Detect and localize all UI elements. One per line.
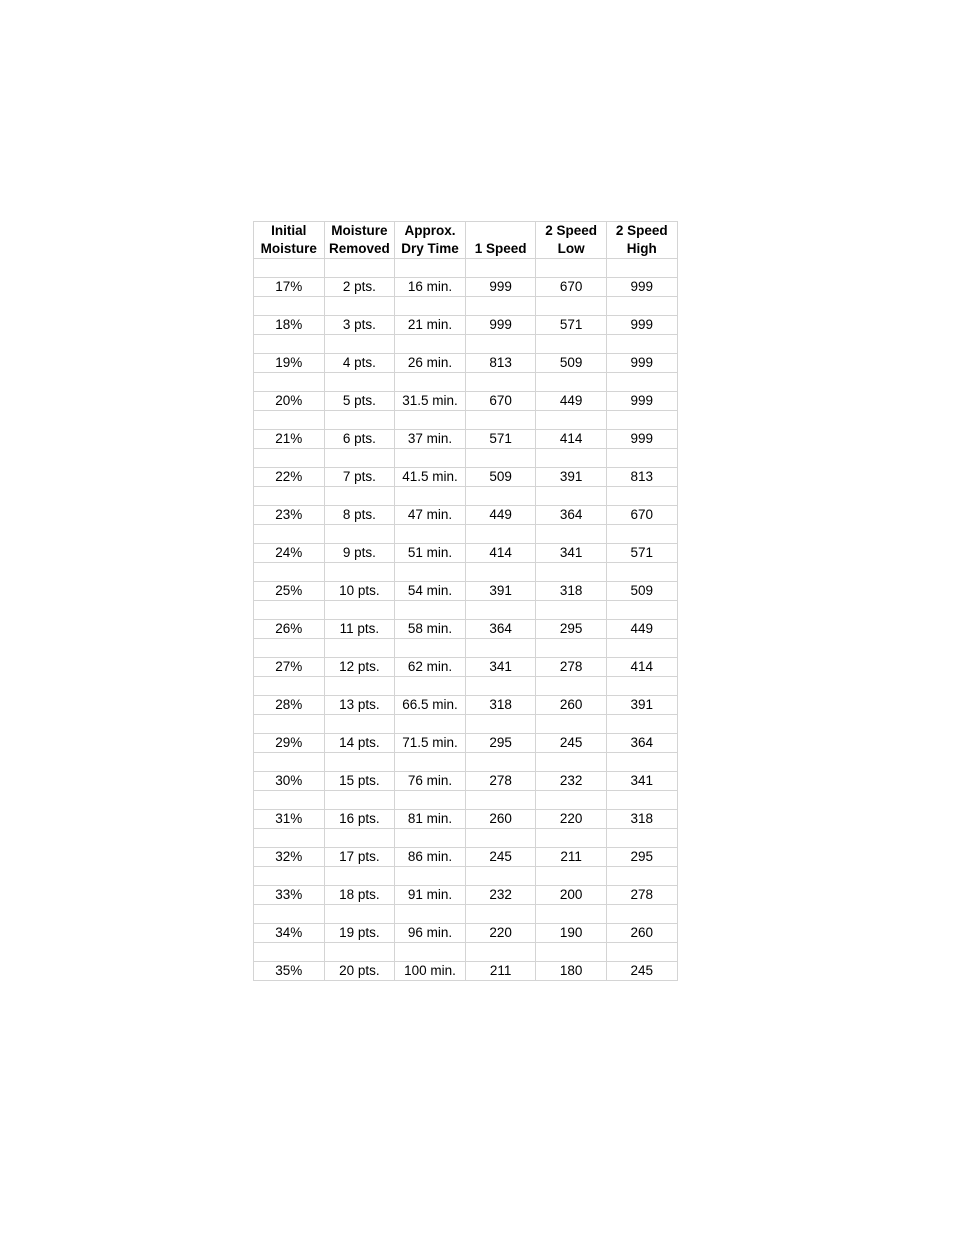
drying-time-table (253, 221, 678, 981)
header-cell: 1 Speed (465, 240, 536, 259)
table-cell: 278 (606, 886, 677, 905)
empty-cell (465, 335, 536, 354)
empty-cell (606, 829, 677, 848)
empty-cell (324, 525, 395, 544)
table-row (254, 354, 678, 373)
table-cell: 16 min. (395, 278, 466, 297)
empty-cell (465, 601, 536, 620)
table-cell: 20% (254, 392, 325, 411)
empty-cell (254, 829, 325, 848)
empty-cell (324, 297, 395, 316)
table-row (254, 886, 678, 905)
empty-cell (324, 829, 395, 848)
empty-cell (465, 943, 536, 962)
empty-cell (324, 677, 395, 696)
table-row (254, 392, 678, 411)
empty-cell (395, 715, 466, 734)
table-cell: 17 pts. (324, 848, 395, 867)
empty-cell (606, 373, 677, 392)
table-cell: 28% (254, 696, 325, 715)
table-cell: 96 min. (395, 924, 466, 943)
empty-cell (606, 867, 677, 886)
table-cell: 34% (254, 924, 325, 943)
empty-cell (606, 677, 677, 696)
table-cell: 54 min. (395, 582, 466, 601)
table-row (254, 620, 678, 639)
table-cell: 449 (465, 506, 536, 525)
empty-cell (254, 677, 325, 696)
empty-cell (395, 487, 466, 506)
spacer-row (254, 905, 678, 924)
empty-cell (606, 905, 677, 924)
spacer-row (254, 411, 678, 430)
header-row-2 (254, 240, 678, 259)
empty-cell (254, 335, 325, 354)
table-cell: 14 pts. (324, 734, 395, 753)
empty-cell (324, 335, 395, 354)
table-row (254, 696, 678, 715)
empty-cell (536, 449, 607, 468)
table-row (254, 848, 678, 867)
empty-cell (254, 525, 325, 544)
table-cell: 295 (536, 620, 607, 639)
empty-cell (536, 297, 607, 316)
table-cell: 35% (254, 962, 325, 981)
empty-cell (536, 829, 607, 848)
table-cell: 29% (254, 734, 325, 753)
table-row (254, 544, 678, 563)
empty-cell (536, 753, 607, 772)
empty-cell (606, 563, 677, 582)
empty-cell (606, 525, 677, 544)
empty-cell (395, 829, 466, 848)
table-row (254, 924, 678, 943)
empty-cell (606, 411, 677, 430)
spacer-row (254, 525, 678, 544)
empty-cell (324, 639, 395, 658)
table-cell: 211 (536, 848, 607, 867)
empty-cell (465, 905, 536, 924)
drying-table-container (253, 221, 677, 981)
table-cell: 26 min. (395, 354, 466, 373)
table-cell: 10 pts. (324, 582, 395, 601)
table-cell: 232 (536, 772, 607, 791)
empty-cell (465, 867, 536, 886)
table-cell: 30% (254, 772, 325, 791)
table-cell: 19 pts. (324, 924, 395, 943)
empty-cell (465, 563, 536, 582)
table-cell: 364 (536, 506, 607, 525)
empty-cell (254, 601, 325, 620)
table-cell: 260 (465, 810, 536, 829)
empty-cell (324, 867, 395, 886)
empty-cell (536, 677, 607, 696)
table-cell: 18% (254, 316, 325, 335)
empty-cell (536, 487, 607, 506)
table-cell: 200 (536, 886, 607, 905)
empty-cell (395, 449, 466, 468)
table-cell: 51 min. (395, 544, 466, 563)
table-cell: 27% (254, 658, 325, 677)
table-cell: 318 (536, 582, 607, 601)
empty-cell (395, 259, 466, 278)
empty-cell (254, 297, 325, 316)
header-cell: Initial (254, 222, 325, 241)
table-row (254, 316, 678, 335)
table-cell: 999 (606, 430, 677, 449)
table-cell: 414 (606, 658, 677, 677)
table-cell: 670 (536, 278, 607, 297)
table-cell: 278 (536, 658, 607, 677)
table-cell: 260 (606, 924, 677, 943)
empty-cell (254, 449, 325, 468)
empty-cell (536, 867, 607, 886)
table-cell: 245 (465, 848, 536, 867)
empty-cell (254, 487, 325, 506)
empty-cell (465, 525, 536, 544)
spacer-row (254, 791, 678, 810)
empty-cell (465, 449, 536, 468)
empty-cell (324, 753, 395, 772)
table-cell: 449 (606, 620, 677, 639)
table-cell: 571 (536, 316, 607, 335)
table-cell: 180 (536, 962, 607, 981)
table-cell: 81 min. (395, 810, 466, 829)
empty-cell (254, 411, 325, 430)
table-cell: 670 (606, 506, 677, 525)
empty-cell (324, 449, 395, 468)
table-cell: 20 pts. (324, 962, 395, 981)
table-cell: 364 (465, 620, 536, 639)
table-row (254, 658, 678, 677)
table-cell: 8 pts. (324, 506, 395, 525)
table-cell: 18 pts. (324, 886, 395, 905)
table-cell: 341 (465, 658, 536, 677)
empty-cell (465, 259, 536, 278)
table-cell: 33% (254, 886, 325, 905)
table-cell: 999 (465, 278, 536, 297)
empty-cell (395, 943, 466, 962)
table-cell: 295 (606, 848, 677, 867)
table-cell: 509 (465, 468, 536, 487)
empty-cell (324, 601, 395, 620)
empty-cell (254, 943, 325, 962)
spacer-row (254, 373, 678, 392)
table-cell: 5 pts. (324, 392, 395, 411)
table-cell: 2 pts. (324, 278, 395, 297)
empty-cell (536, 259, 607, 278)
empty-cell (254, 259, 325, 278)
spacer-row (254, 753, 678, 772)
table-cell: 6 pts. (324, 430, 395, 449)
table-cell: 414 (465, 544, 536, 563)
empty-cell (536, 639, 607, 658)
table-cell: 16 pts. (324, 810, 395, 829)
table-cell: 91 min. (395, 886, 466, 905)
empty-cell (606, 943, 677, 962)
table-cell: 220 (465, 924, 536, 943)
empty-cell (254, 715, 325, 734)
empty-cell (465, 829, 536, 848)
table-cell: 47 min. (395, 506, 466, 525)
empty-cell (465, 411, 536, 430)
table-cell: 76 min. (395, 772, 466, 791)
empty-cell (536, 791, 607, 810)
spacer-row (254, 563, 678, 582)
empty-cell (254, 563, 325, 582)
header-cell: Moisture (324, 222, 395, 241)
table-cell: 999 (606, 278, 677, 297)
empty-cell (324, 411, 395, 430)
table-cell: 341 (606, 772, 677, 791)
table-cell: 232 (465, 886, 536, 905)
empty-cell (254, 373, 325, 392)
empty-cell (395, 411, 466, 430)
empty-cell (395, 601, 466, 620)
table-cell: 509 (536, 354, 607, 373)
empty-cell (465, 487, 536, 506)
empty-cell (395, 677, 466, 696)
table-cell: 4 pts. (324, 354, 395, 373)
table-cell: 22% (254, 468, 325, 487)
header-cell: Removed (324, 240, 395, 259)
empty-cell (465, 297, 536, 316)
header-cell: Moisture (254, 240, 325, 259)
header-row-1 (254, 222, 678, 241)
table-cell: 295 (465, 734, 536, 753)
empty-cell (395, 335, 466, 354)
empty-cell (324, 259, 395, 278)
table-cell: 31% (254, 810, 325, 829)
table-cell: 62 min. (395, 658, 466, 677)
table-cell: 813 (606, 468, 677, 487)
table-cell: 245 (536, 734, 607, 753)
table-row (254, 468, 678, 487)
spacer-row (254, 449, 678, 468)
table-row (254, 734, 678, 753)
empty-cell (324, 791, 395, 810)
empty-cell (536, 943, 607, 962)
empty-cell (606, 601, 677, 620)
table-cell: 3 pts. (324, 316, 395, 335)
table-cell: 37 min. (395, 430, 466, 449)
header-cell: Approx. (395, 222, 466, 241)
empty-cell (606, 639, 677, 658)
table-cell: 31.5 min. (395, 392, 466, 411)
empty-cell (465, 373, 536, 392)
spacer-row (254, 639, 678, 658)
table-cell: 260 (536, 696, 607, 715)
table-cell: 21 min. (395, 316, 466, 335)
header-cell: 2 Speed (606, 222, 677, 241)
empty-cell (606, 259, 677, 278)
table-cell: 15 pts. (324, 772, 395, 791)
empty-cell (324, 715, 395, 734)
table-cell: 19% (254, 354, 325, 373)
header-cell: 2 Speed (536, 222, 607, 241)
table-cell: 7 pts. (324, 468, 395, 487)
table-cell: 999 (606, 316, 677, 335)
table-cell: 21% (254, 430, 325, 449)
header-cell: Low (536, 240, 607, 259)
empty-cell (395, 905, 466, 924)
spacer-row (254, 943, 678, 962)
table-cell: 13 pts. (324, 696, 395, 715)
table-row (254, 582, 678, 601)
empty-cell (536, 373, 607, 392)
empty-cell (536, 715, 607, 734)
table-cell: 571 (606, 544, 677, 563)
empty-cell (465, 677, 536, 696)
table-cell: 23% (254, 506, 325, 525)
empty-cell (465, 791, 536, 810)
spacer-row (254, 677, 678, 696)
table-cell: 66.5 min. (395, 696, 466, 715)
table-cell: 24% (254, 544, 325, 563)
table-row (254, 772, 678, 791)
table-cell: 25% (254, 582, 325, 601)
empty-cell (324, 487, 395, 506)
table-cell: 364 (606, 734, 677, 753)
table-cell: 670 (465, 392, 536, 411)
empty-cell (254, 905, 325, 924)
table-cell: 211 (465, 962, 536, 981)
table-cell: 32% (254, 848, 325, 867)
table-cell: 571 (465, 430, 536, 449)
empty-cell (324, 905, 395, 924)
table-cell: 813 (465, 354, 536, 373)
table-cell: 220 (536, 810, 607, 829)
empty-cell (606, 487, 677, 506)
empty-cell (606, 791, 677, 810)
table-cell: 509 (606, 582, 677, 601)
header-cell: High (606, 240, 677, 259)
empty-cell (536, 411, 607, 430)
empty-cell (606, 335, 677, 354)
spacer-row (254, 297, 678, 316)
table-cell: 318 (606, 810, 677, 829)
table-cell: 318 (465, 696, 536, 715)
table-cell: 12 pts. (324, 658, 395, 677)
table-cell: 999 (606, 354, 677, 373)
spacer-row (254, 829, 678, 848)
empty-cell (395, 297, 466, 316)
spacer-row (254, 601, 678, 620)
empty-cell (254, 791, 325, 810)
table-cell: 391 (536, 468, 607, 487)
empty-cell (606, 753, 677, 772)
empty-cell (395, 791, 466, 810)
spacer-row (254, 335, 678, 354)
empty-cell (395, 867, 466, 886)
table-cell: 17% (254, 278, 325, 297)
empty-cell (395, 563, 466, 582)
table-row (254, 810, 678, 829)
empty-cell (395, 525, 466, 544)
empty-cell (536, 335, 607, 354)
table-row (254, 962, 678, 981)
empty-cell (395, 373, 466, 392)
spacer-row (254, 867, 678, 886)
table-cell: 391 (465, 582, 536, 601)
empty-cell (606, 297, 677, 316)
table-cell: 999 (465, 316, 536, 335)
table-cell: 100 min. (395, 962, 466, 981)
spacer-row (254, 715, 678, 734)
table-cell: 26% (254, 620, 325, 639)
empty-cell (324, 943, 395, 962)
table-row (254, 278, 678, 297)
table-cell: 9 pts. (324, 544, 395, 563)
header-cell (465, 222, 536, 241)
table-cell: 41.5 min. (395, 468, 466, 487)
table-body (254, 222, 678, 981)
table-cell: 86 min. (395, 848, 466, 867)
table-cell: 391 (606, 696, 677, 715)
empty-cell (324, 373, 395, 392)
table-cell: 414 (536, 430, 607, 449)
empty-cell (536, 563, 607, 582)
table-cell: 71.5 min. (395, 734, 466, 753)
table-cell: 190 (536, 924, 607, 943)
empty-cell (536, 905, 607, 924)
empty-cell (395, 639, 466, 658)
table-cell: 245 (606, 962, 677, 981)
table-cell: 341 (536, 544, 607, 563)
empty-cell (536, 601, 607, 620)
table-cell: 449 (536, 392, 607, 411)
empty-cell (536, 525, 607, 544)
table-cell: 58 min. (395, 620, 466, 639)
empty-cell (606, 715, 677, 734)
empty-cell (324, 563, 395, 582)
table-cell: 999 (606, 392, 677, 411)
spacer-row (254, 259, 678, 278)
empty-cell (465, 753, 536, 772)
empty-cell (606, 449, 677, 468)
empty-cell (254, 753, 325, 772)
table-cell: 278 (465, 772, 536, 791)
table-row (254, 506, 678, 525)
empty-cell (465, 639, 536, 658)
empty-cell (395, 753, 466, 772)
empty-cell (254, 867, 325, 886)
table-row (254, 430, 678, 449)
header-cell: Dry Time (395, 240, 466, 259)
empty-cell (254, 639, 325, 658)
table-cell: 11 pts. (324, 620, 395, 639)
spacer-row (254, 487, 678, 506)
empty-cell (465, 715, 536, 734)
